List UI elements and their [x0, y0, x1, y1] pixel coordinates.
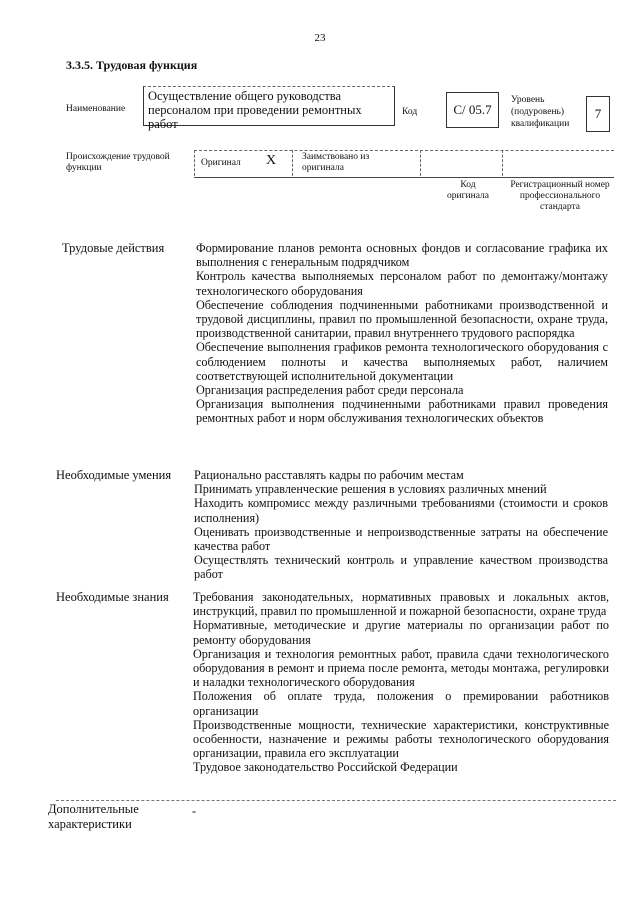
list-item: Организация распределения работ среди персонала: [196, 383, 464, 398]
borrowed-label: Заимствовано из оригинала: [302, 152, 370, 173]
list-item: Требования законодательных, нормативных правовых и локальных актов, инструкций, правил по промышленной и пожарной безопасности, охране труда: [193, 590, 609, 619]
original-mark: X: [266, 153, 277, 168]
function-name-field: Осуществление общего руководства персоналом при проведении ремонтных работ: [143, 86, 395, 126]
list-item: Трудовое законодательство Российской Федерации: [193, 760, 458, 775]
origin-divider: [292, 150, 293, 176]
list-item: Положения об оплате труда, положения о премировании работников организации: [193, 689, 609, 718]
list-item: Организация выполнения подчиненными работниками правил проведения ремонтных работ и норм обслуживания технологических объектов: [196, 397, 608, 426]
list-item: Находить компромисс между различными требованиями (стоимости и сроков исполнения): [194, 496, 608, 525]
list-item: Принимать управленческие решения в условиях различных мнений: [194, 482, 547, 497]
additional-label: Дополнительные характеристики: [48, 802, 139, 831]
additional-value: -: [192, 804, 197, 818]
function-code-field: С/ 05.7: [446, 92, 499, 128]
labor-actions-label: Трудовые действия: [62, 241, 165, 255]
list-item: Формирование планов ремонта основных фондов и согласование графика их выполнения с генеральным подрядчиком: [196, 241, 608, 270]
list-item: Оценивать производственные и непроизводственные затраты на обеспечение качества работ: [194, 524, 608, 554]
skills-label: Необходимые умения: [56, 468, 172, 482]
knowledge-list: [193, 590, 609, 775]
name-label: Наименование: [66, 104, 126, 114]
labor-actions-list: [196, 241, 608, 426]
original-label: Оригинал: [201, 158, 241, 168]
list-item: Организация и технология ремонтных работ, правила сдачи технологического оборудования в ремонт и приема после ремонта, методы монтажа, регулировки и наладки технологического оборудования: [193, 646, 609, 690]
list-item: Рационально расставлять кадры по рабочим местам: [194, 468, 464, 482]
list-item: Нормативные, методические и другие материалы по организации работ по ремонту оборудования: [193, 618, 609, 647]
reg-number-label: Регистрационный номер профессионального стандарта: [510, 180, 610, 212]
qualification-level-field: 7: [586, 96, 610, 132]
list-item: Контроль качества выполняемых персоналом работ по демонтажу/монтажу технологического оборудования: [196, 269, 608, 298]
section-title: 3.3.5. Трудовая функция: [66, 58, 198, 72]
skills-list: [194, 468, 608, 582]
level-label: Уровень (подуровень) квалификации: [511, 95, 570, 129]
code-label: Код: [402, 107, 418, 117]
list-item: Обеспечение выполнения графиков ремонта технологического оборудования с соблюдением полноты и качества выполняемых работ, наличием соответствующей исполнительной документации: [196, 340, 608, 383]
origin-label: Происхождение трудовой функции: [66, 152, 170, 173]
page-number: 23: [314, 32, 326, 44]
knowledge-label: Необходимые знания: [56, 590, 169, 604]
origin-divider: [502, 150, 503, 176]
list-item: Осуществлять технический контроль и управление качеством производства работ: [194, 553, 608, 582]
origin-divider: [420, 150, 421, 176]
list-item: Обеспечение соблюдения подчиненными работниками производственной и трудовой дисциплины, правил по промышленной безопасности, охране труда, производственной санитарии, правил внутреннего трудового распорядка: [196, 297, 608, 341]
list-item: Производственные мощности, технические характеристики, конструктивные особенности, назначение и режимы работы технологического оборудования организации, правила его эксплуатации: [193, 717, 609, 761]
row-separator: [56, 800, 616, 801]
origin-divider: [194, 150, 195, 176]
code-original-label: Код оригинала: [447, 180, 489, 201]
